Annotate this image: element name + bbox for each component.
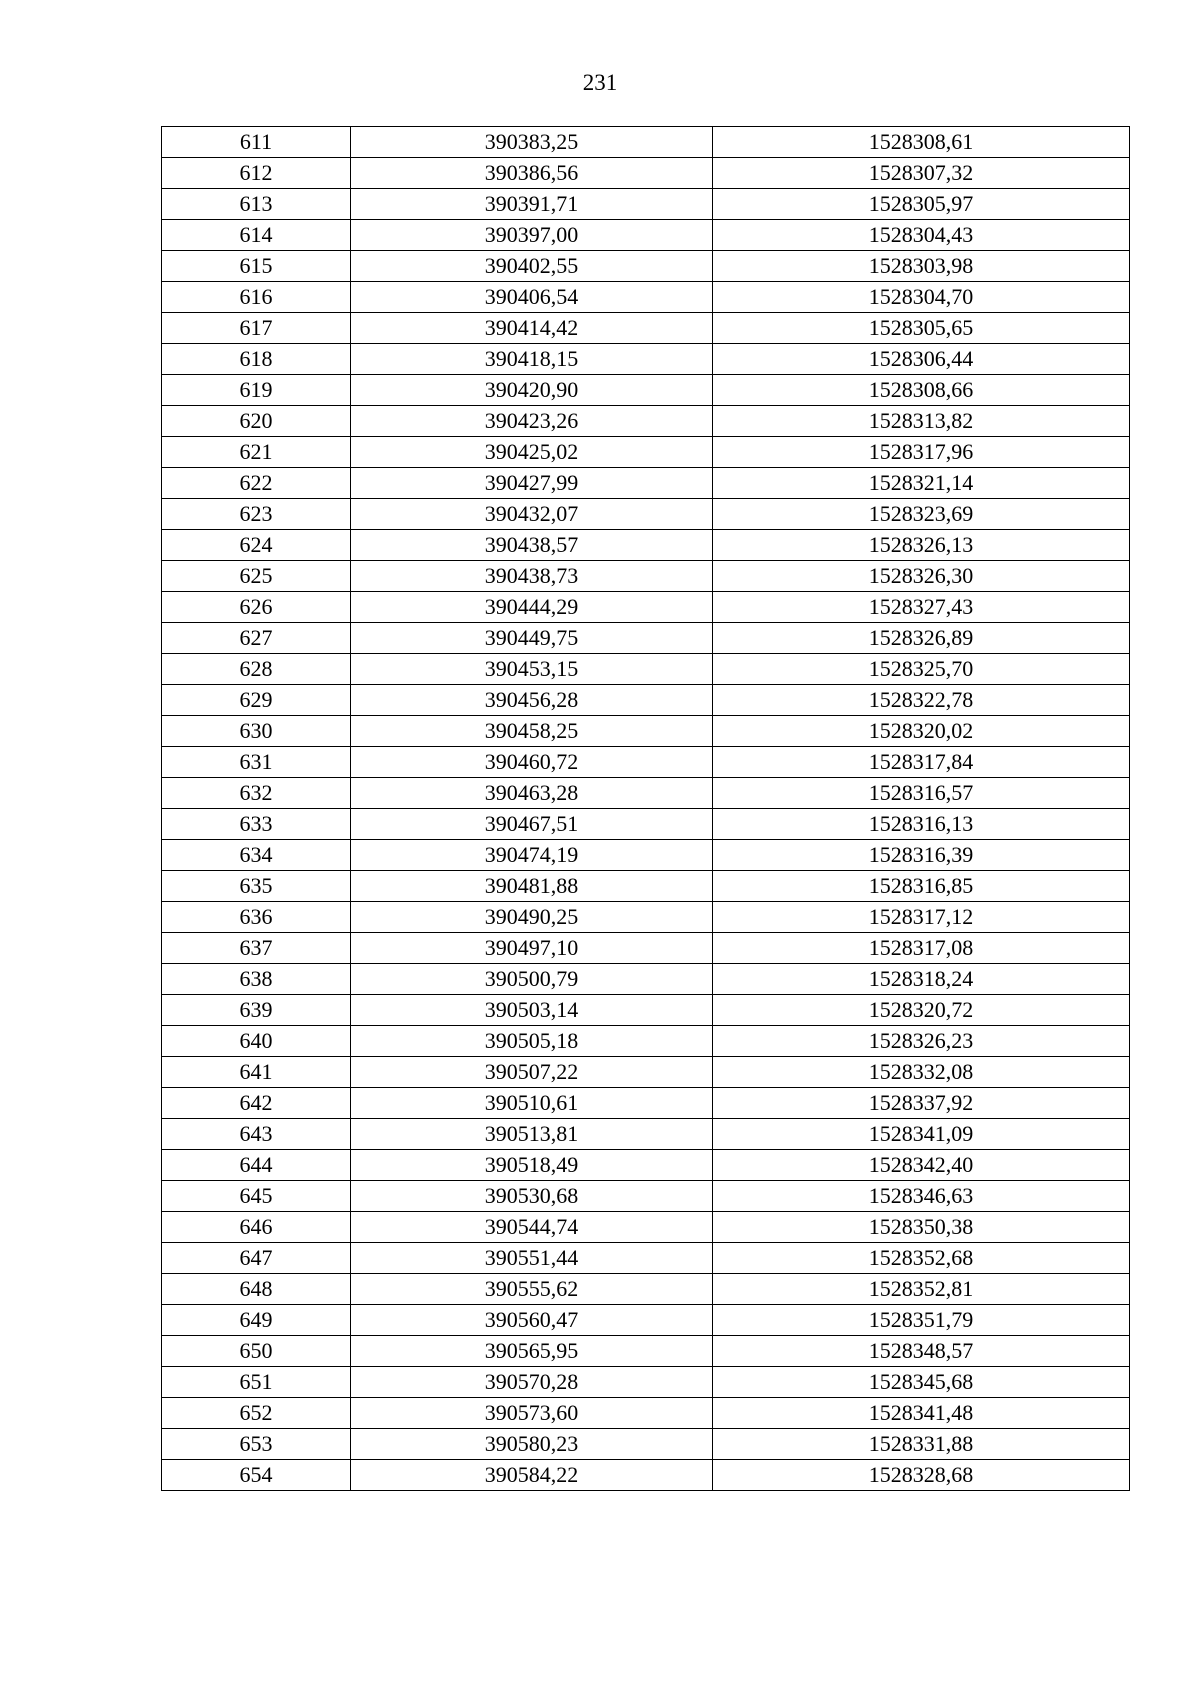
point-number-cell: 649 [162, 1305, 351, 1336]
coordinates-table [161, 126, 1130, 1491]
x-coordinate-cell: 390510,61 [351, 1088, 713, 1119]
table-row [162, 1181, 1130, 1212]
table-row [162, 995, 1130, 1026]
table-row [162, 406, 1130, 437]
table-row [162, 933, 1130, 964]
point-number-cell: 612 [162, 158, 351, 189]
y-coordinate-cell: 1528306,44 [713, 344, 1130, 375]
table-row [162, 561, 1130, 592]
point-number-cell: 644 [162, 1150, 351, 1181]
x-coordinate-cell: 390474,19 [351, 840, 713, 871]
table-row [162, 623, 1130, 654]
table-row [162, 592, 1130, 623]
x-coordinate-cell: 390544,74 [351, 1212, 713, 1243]
table-row [162, 1119, 1130, 1150]
point-number-cell: 629 [162, 685, 351, 716]
point-number-cell: 647 [162, 1243, 351, 1274]
y-coordinate-cell: 1528342,40 [713, 1150, 1130, 1181]
y-coordinate-cell: 1528351,79 [713, 1305, 1130, 1336]
point-number-cell: 617 [162, 313, 351, 344]
point-number-cell: 618 [162, 344, 351, 375]
point-number-cell: 627 [162, 623, 351, 654]
x-coordinate-cell: 390513,81 [351, 1119, 713, 1150]
table-row [162, 282, 1130, 313]
coordinates-table-body [162, 127, 1130, 1491]
y-coordinate-cell: 1528352,68 [713, 1243, 1130, 1274]
x-coordinate-cell: 390490,25 [351, 902, 713, 933]
table-row [162, 530, 1130, 561]
x-coordinate-cell: 390423,26 [351, 406, 713, 437]
y-coordinate-cell: 1528332,08 [713, 1057, 1130, 1088]
table-row [162, 871, 1130, 902]
table-row [162, 220, 1130, 251]
x-coordinate-cell: 390402,55 [351, 251, 713, 282]
y-coordinate-cell: 1528304,70 [713, 282, 1130, 313]
x-coordinate-cell: 390555,62 [351, 1274, 713, 1305]
y-coordinate-cell: 1528307,32 [713, 158, 1130, 189]
y-coordinate-cell: 1528323,69 [713, 499, 1130, 530]
point-number-cell: 646 [162, 1212, 351, 1243]
point-number-cell: 616 [162, 282, 351, 313]
point-number-cell: 633 [162, 809, 351, 840]
x-coordinate-cell: 390453,15 [351, 654, 713, 685]
y-coordinate-cell: 1528316,13 [713, 809, 1130, 840]
y-coordinate-cell: 1528318,24 [713, 964, 1130, 995]
table-row [162, 1274, 1130, 1305]
y-coordinate-cell: 1528313,82 [713, 406, 1130, 437]
y-coordinate-cell: 1528345,68 [713, 1367, 1130, 1398]
x-coordinate-cell: 390530,68 [351, 1181, 713, 1212]
x-coordinate-cell: 390444,29 [351, 592, 713, 623]
point-number-cell: 615 [162, 251, 351, 282]
y-coordinate-cell: 1528337,92 [713, 1088, 1130, 1119]
table-row [162, 902, 1130, 933]
y-coordinate-cell: 1528327,43 [713, 592, 1130, 623]
table-row [162, 747, 1130, 778]
x-coordinate-cell: 390456,28 [351, 685, 713, 716]
y-coordinate-cell: 1528341,09 [713, 1119, 1130, 1150]
point-number-cell: 643 [162, 1119, 351, 1150]
x-coordinate-cell: 390565,95 [351, 1336, 713, 1367]
y-coordinate-cell: 1528326,89 [713, 623, 1130, 654]
point-number-cell: 634 [162, 840, 351, 871]
point-number-cell: 640 [162, 1026, 351, 1057]
table-row [162, 189, 1130, 220]
table-row [162, 437, 1130, 468]
y-coordinate-cell: 1528326,30 [713, 561, 1130, 592]
table-row [162, 1057, 1130, 1088]
x-coordinate-cell: 390391,71 [351, 189, 713, 220]
point-number-cell: 611 [162, 127, 351, 158]
table-row [162, 499, 1130, 530]
point-number-cell: 652 [162, 1398, 351, 1429]
point-number-cell: 636 [162, 902, 351, 933]
x-coordinate-cell: 390449,75 [351, 623, 713, 654]
table-row [162, 1429, 1130, 1460]
y-coordinate-cell: 1528320,72 [713, 995, 1130, 1026]
point-number-cell: 620 [162, 406, 351, 437]
x-coordinate-cell: 390438,73 [351, 561, 713, 592]
x-coordinate-cell: 390505,18 [351, 1026, 713, 1057]
y-coordinate-cell: 1528326,23 [713, 1026, 1130, 1057]
y-coordinate-cell: 1528305,65 [713, 313, 1130, 344]
table-row [162, 1398, 1130, 1429]
x-coordinate-cell: 390580,23 [351, 1429, 713, 1460]
y-coordinate-cell: 1528326,13 [713, 530, 1130, 561]
y-coordinate-cell: 1528316,57 [713, 778, 1130, 809]
x-coordinate-cell: 390467,51 [351, 809, 713, 840]
x-coordinate-cell: 390414,42 [351, 313, 713, 344]
x-coordinate-cell: 390438,57 [351, 530, 713, 561]
y-coordinate-cell: 1528316,39 [713, 840, 1130, 871]
table-row [162, 964, 1130, 995]
y-coordinate-cell: 1528328,68 [713, 1460, 1130, 1491]
table-row [162, 344, 1130, 375]
x-coordinate-cell: 390386,56 [351, 158, 713, 189]
table-row [162, 1026, 1130, 1057]
x-coordinate-cell: 390584,22 [351, 1460, 713, 1491]
table-row [162, 840, 1130, 871]
x-coordinate-cell: 390427,99 [351, 468, 713, 499]
y-coordinate-cell: 1528346,63 [713, 1181, 1130, 1212]
y-coordinate-cell: 1528320,02 [713, 716, 1130, 747]
x-coordinate-cell: 390383,25 [351, 127, 713, 158]
y-coordinate-cell: 1528305,97 [713, 189, 1130, 220]
point-number-cell: 631 [162, 747, 351, 778]
point-number-cell: 641 [162, 1057, 351, 1088]
x-coordinate-cell: 390560,47 [351, 1305, 713, 1336]
point-number-cell: 623 [162, 499, 351, 530]
table-row [162, 1460, 1130, 1491]
table-row [162, 1150, 1130, 1181]
x-coordinate-cell: 390518,49 [351, 1150, 713, 1181]
table-row [162, 685, 1130, 716]
x-coordinate-cell: 390507,22 [351, 1057, 713, 1088]
point-number-cell: 653 [162, 1429, 351, 1460]
x-coordinate-cell: 390418,15 [351, 344, 713, 375]
table-row [162, 375, 1130, 406]
page-number: 231 [582, 70, 618, 95]
table-row [162, 1212, 1130, 1243]
table-row [162, 654, 1130, 685]
point-number-cell: 648 [162, 1274, 351, 1305]
x-coordinate-cell: 390425,02 [351, 437, 713, 468]
point-number-cell: 624 [162, 530, 351, 561]
x-coordinate-cell: 390500,79 [351, 964, 713, 995]
table-row [162, 313, 1130, 344]
x-coordinate-cell: 390570,28 [351, 1367, 713, 1398]
table-row [162, 127, 1130, 158]
x-coordinate-cell: 390406,54 [351, 282, 713, 313]
point-number-cell: 626 [162, 592, 351, 623]
table-row [162, 809, 1130, 840]
table-row [162, 1088, 1130, 1119]
point-number-cell: 613 [162, 189, 351, 220]
point-number-cell: 632 [162, 778, 351, 809]
table-row [162, 1305, 1130, 1336]
point-number-cell: 622 [162, 468, 351, 499]
point-number-cell: 638 [162, 964, 351, 995]
y-coordinate-cell: 1528331,88 [713, 1429, 1130, 1460]
table-row [162, 1243, 1130, 1274]
x-coordinate-cell: 390503,14 [351, 995, 713, 1026]
y-coordinate-cell: 1528317,08 [713, 933, 1130, 964]
point-number-cell: 637 [162, 933, 351, 964]
point-number-cell: 621 [162, 437, 351, 468]
y-coordinate-cell: 1528317,84 [713, 747, 1130, 778]
x-coordinate-cell: 390458,25 [351, 716, 713, 747]
y-coordinate-cell: 1528308,66 [713, 375, 1130, 406]
table-row [162, 1336, 1130, 1367]
y-coordinate-cell: 1528303,98 [713, 251, 1130, 282]
x-coordinate-cell: 390497,10 [351, 933, 713, 964]
table-row [162, 716, 1130, 747]
x-coordinate-cell: 390432,07 [351, 499, 713, 530]
point-number-cell: 642 [162, 1088, 351, 1119]
point-number-cell: 614 [162, 220, 351, 251]
y-coordinate-cell: 1528321,14 [713, 468, 1130, 499]
x-coordinate-cell: 390397,00 [351, 220, 713, 251]
x-coordinate-cell: 390420,90 [351, 375, 713, 406]
point-number-cell: 645 [162, 1181, 351, 1212]
table-row [162, 778, 1130, 809]
table-row [162, 1367, 1130, 1398]
y-coordinate-cell: 1528341,48 [713, 1398, 1130, 1429]
point-number-cell: 639 [162, 995, 351, 1026]
y-coordinate-cell: 1528316,85 [713, 871, 1130, 902]
x-coordinate-cell: 390551,44 [351, 1243, 713, 1274]
table-row [162, 468, 1130, 499]
point-number-cell: 650 [162, 1336, 351, 1367]
x-coordinate-cell: 390460,72 [351, 747, 713, 778]
y-coordinate-cell: 1528304,43 [713, 220, 1130, 251]
y-coordinate-cell: 1528325,70 [713, 654, 1130, 685]
point-number-cell: 635 [162, 871, 351, 902]
point-number-cell: 651 [162, 1367, 351, 1398]
x-coordinate-cell: 390481,88 [351, 871, 713, 902]
y-coordinate-cell: 1528317,96 [713, 437, 1130, 468]
point-number-cell: 654 [162, 1460, 351, 1491]
point-number-cell: 630 [162, 716, 351, 747]
table-row [162, 251, 1130, 282]
point-number-cell: 625 [162, 561, 351, 592]
point-number-cell: 619 [162, 375, 351, 406]
y-coordinate-cell: 1528322,78 [713, 685, 1130, 716]
x-coordinate-cell: 390573,60 [351, 1398, 713, 1429]
y-coordinate-cell: 1528317,12 [713, 902, 1130, 933]
x-coordinate-cell: 390463,28 [351, 778, 713, 809]
point-number-cell: 628 [162, 654, 351, 685]
y-coordinate-cell: 1528348,57 [713, 1336, 1130, 1367]
y-coordinate-cell: 1528308,61 [713, 127, 1130, 158]
table-row [162, 158, 1130, 189]
y-coordinate-cell: 1528352,81 [713, 1274, 1130, 1305]
y-coordinate-cell: 1528350,38 [713, 1212, 1130, 1243]
